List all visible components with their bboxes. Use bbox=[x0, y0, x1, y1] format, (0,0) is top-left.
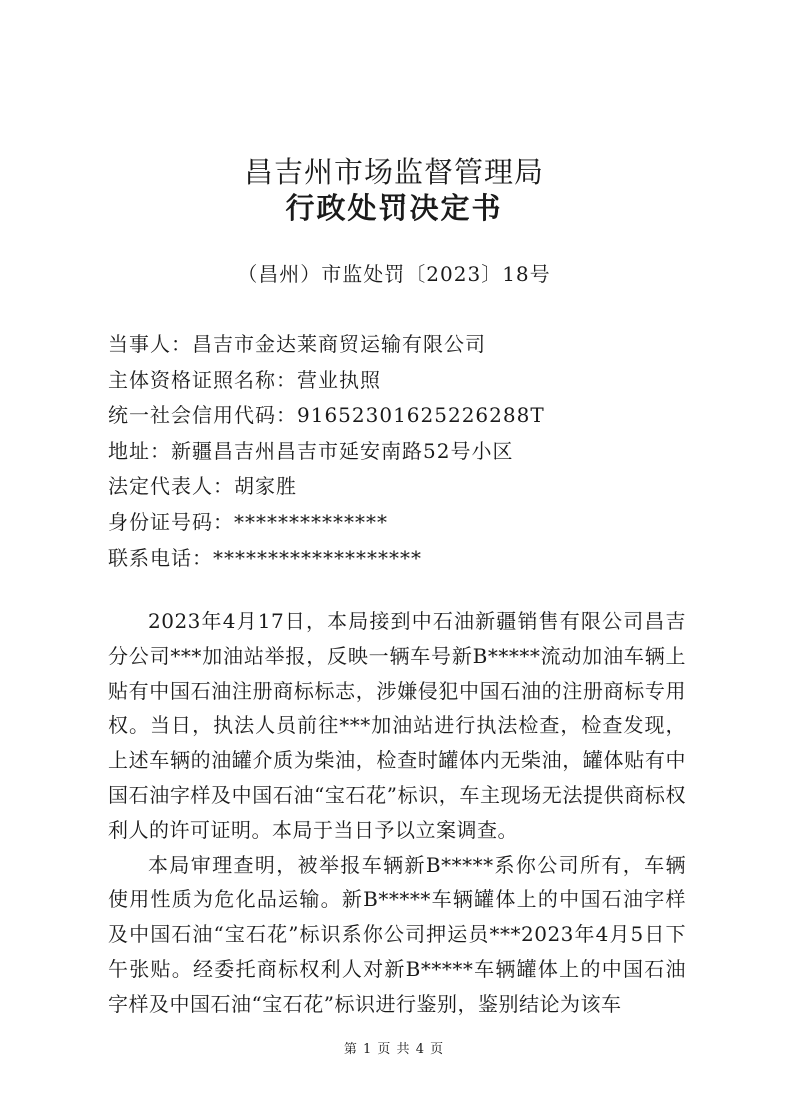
body-paragraph: 本局审理查明，被举报车辆新B*****系你公司所有，车辆使用性质为危化品运输。新B*****车辆罐体上的中国石油字样及中国石油“宝石花”标识系你公司押运员***2023年4月5日下午张贴。经委托商标权利人对新B*****车辆罐体上的中国石油字样及中国石油“宝石花”标识进行鉴别，鉴别结论为该车 bbox=[108, 852, 686, 1016]
document-type-title: 行政处罚决定书 bbox=[285, 191, 503, 225]
body-paragraph: 2023年4月17日，本局接到中石油新疆销售有限公司昌吉分公司***加油站举报，反映一辆车号新B*****流动加油车辆上贴有中国石油注册商标标志，涉嫌侵犯中国石油的注册商标专用权。当日，执法人员前往***加油站进行执法检查，检查发现，上述车辆的油罐介质为柴油，检查时罐体内无柴油，罐体贴有中国石油字样及中国石油“宝石花”标识，车主现场无法提供商标权利人的许可证明。本局于当日予以立案调查。 bbox=[108, 609, 686, 842]
document-number: （昌州）市监处罚〔2023〕18号 bbox=[237, 262, 551, 286]
credit-code-line: 统一社会信用代码：91652301625226288T bbox=[108, 403, 545, 428]
legal-representative-line: 法定代表人：胡家胜 bbox=[108, 474, 297, 499]
license-type-line: 主体资格证照名称：营业执照 bbox=[108, 367, 381, 392]
address-line: 地址：新疆昌吉州昌吉市延安南路52号小区 bbox=[108, 438, 514, 463]
phone-line: 联系电话：******************* bbox=[108, 545, 422, 570]
document-body bbox=[108, 604, 686, 1022]
page-number-footer: 第 1 页 共 4 页 bbox=[343, 1042, 445, 1057]
party-info-block bbox=[108, 327, 708, 576]
issuing-authority-title: 昌吉州市场监督管理局 bbox=[243, 155, 544, 189]
party-name-line: 当事人：昌吉市金达莱商贸运输有限公司 bbox=[108, 332, 486, 356]
id-number-line: 身份证号码：************** bbox=[108, 509, 388, 534]
